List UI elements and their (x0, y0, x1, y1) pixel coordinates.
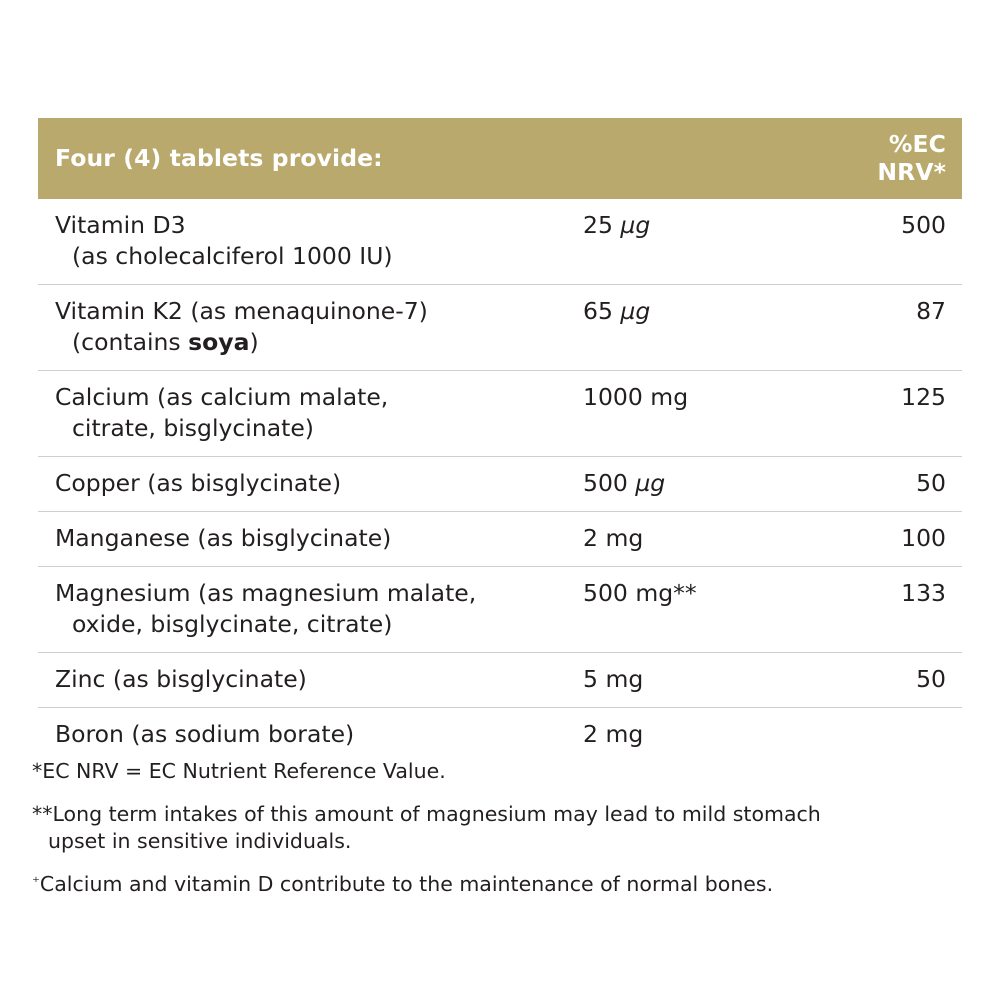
nutrient-name: Vitamin D3 (55, 211, 186, 239)
nutrient-name-cell (38, 653, 583, 708)
header-nrv-column: %EC NRV* (813, 118, 962, 199)
nutrient-amount-cell (583, 457, 813, 512)
dagger-marker-icon: ⁺ (32, 873, 40, 892)
amount-value: 500 (583, 579, 628, 608)
table-header (38, 118, 962, 199)
table-row (38, 199, 962, 285)
contains-suffix: ) (249, 328, 259, 357)
amount-unit: µg (635, 469, 666, 498)
nutrient-amount-cell (583, 708, 813, 763)
nutrient-name: Zinc (as bisglycinate) (55, 665, 307, 694)
amount-unit: mg (605, 665, 644, 694)
nutrient-amount-cell (583, 285, 813, 371)
table-row (38, 708, 962, 763)
nutrient-name: Copper (as bisglycinate) (55, 469, 342, 498)
nutrient-amount-cell (583, 653, 813, 708)
nutrient-name-cell (38, 457, 583, 512)
amount-value: 2 (583, 524, 598, 553)
amount-value: 2 (583, 720, 598, 749)
nutrient-name: Vitamin K2 (as menaquinone-7) (55, 297, 428, 326)
nutrient-name-cell (38, 285, 583, 371)
nutrient-source: oxide, bisglycinate, citrate) (72, 610, 393, 639)
nutrient-nrv-cell: 50 (813, 457, 962, 512)
nutrient-source: citrate, bisglycinate) (72, 414, 314, 443)
nutrient-amount-cell (583, 567, 813, 653)
nutrient-amount-cell (583, 199, 813, 285)
table-row (38, 653, 962, 708)
nutrient-name-cell (38, 567, 583, 653)
contains-prefix: (contains (72, 328, 189, 357)
amount-unit: mg (605, 720, 644, 749)
amount-value: 5 (583, 665, 598, 694)
nutrient-name: Boron (as sodium borate) (55, 720, 355, 749)
header-serving-title: Four (4) tablets provide: (38, 118, 583, 199)
nutrient-amount-cell (583, 512, 813, 567)
table-row (38, 567, 962, 653)
nutrient-name-cell (38, 371, 583, 457)
footnote-bone-claim (32, 871, 962, 899)
footnotes-block (32, 758, 962, 914)
nutrient-nrv-cell: 125 (813, 371, 962, 457)
nutrient-name: Manganese (as bisglycinate) (55, 524, 392, 553)
footnote-bone-claim-text: Calcium and vitamin D contribute to the maintenance of normal bones. (39, 872, 774, 897)
nutrition-panel (38, 118, 962, 762)
footnote-magnesium-line2: upset in sensitive individuals. (48, 829, 352, 854)
table-row (38, 371, 962, 457)
nutrient-name-cell (38, 512, 583, 567)
table-row (38, 285, 962, 371)
amount-unit: µg (620, 297, 651, 326)
nutrient-nrv-cell: 133 (813, 567, 962, 653)
amount-value: 65 (583, 297, 613, 326)
footnote-magnesium-line1: **Long term intakes of this amount of magnesium may lead to mild stomach (32, 801, 821, 826)
footnote-nrv-definition: *EC NRV = EC Nutrient Reference Value. (32, 759, 446, 783)
footnote-magnesium-warning (32, 801, 962, 856)
allergen-soya: soya (188, 328, 250, 357)
nutrient-nrv-cell: 87 (813, 285, 962, 371)
amount-value: 25 (583, 211, 613, 239)
amount-value: 1000 (583, 383, 643, 412)
nutrient-nrv-cell: 500 (813, 199, 962, 285)
table-header-row (38, 118, 962, 199)
header-amount-column (583, 118, 813, 199)
table-row (38, 457, 962, 512)
nutrient-name-cell (38, 199, 583, 285)
nutrient-source: (as cholecalciferol 1000 IU) (72, 242, 393, 271)
nutrient-source (55, 327, 577, 358)
nutrient-nrv-cell (813, 708, 962, 763)
table-row (38, 512, 962, 567)
amount-unit: mg** (635, 579, 697, 608)
amount-unit: mg (605, 524, 644, 553)
amount-value: 500 (583, 469, 628, 498)
nutrient-name: Calcium (as calcium malate, (55, 383, 389, 412)
amount-unit: mg (650, 383, 689, 412)
amount-unit: µg (620, 211, 651, 239)
nutrition-table (38, 118, 962, 762)
nutrient-name: Magnesium (as magnesium malate, (55, 579, 477, 608)
nutrient-amount-cell (583, 371, 813, 457)
nutrient-name-cell (38, 708, 583, 763)
table-body (38, 199, 962, 762)
nutrient-nrv-cell: 100 (813, 512, 962, 567)
nutrient-nrv-cell: 50 (813, 653, 962, 708)
